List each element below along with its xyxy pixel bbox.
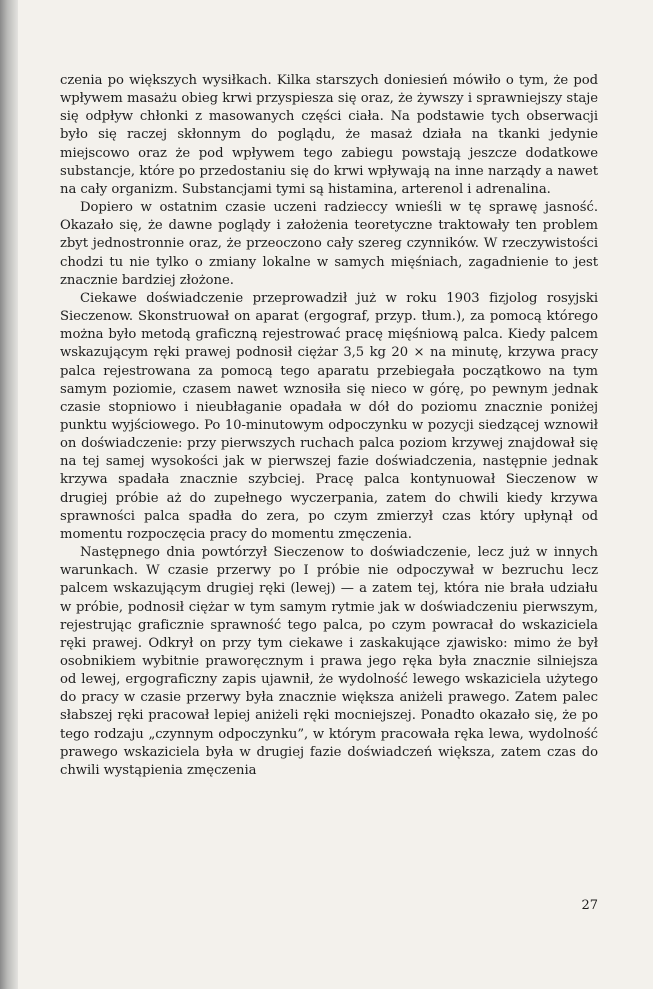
page-body xyxy=(60,72,598,780)
paragraph-3: Ciekawe doświadczenie przeprowadził już w roku 1903 fizjolog rosyjski Sieczenow. Skonstruował on aparat (ergograf, przyp. tłum.), za pomocą którego można było metodą graficzną rejestrować pracę mięśniową palca. Kiedy palcem wskazującym ręki prawej podnosił ciężar 3,5 kg 20 × na minutę, krzywa pracy palca rejestrowana za pomocą tego aparatu przebiegała początkowo na tym samym poziomie, czasem nawet wznosiła się nieco w górę, po pewnym jednak czasie stopniowo i nieubłaganie opadała w dół do poziomu znacznie poniżej punktu wyjściowego. Po 10-minutowym odpoczynku w pozycji siedzącej wznowił on doświadczenie: przy pierwszych ruchach palca poziom krzywej znajdował się na tej samej wysokości jak w pierwszej fazie doświadczenia, następnie jednak krzywa spadała znacznie szybciej. Pracę palca kontynuował Sieczenow w drugiej próbie aż do zupełnego wyczerpania, zatem do chwili kiedy krzywa sprawności palca spadła do zera, po czym zmierzył czas który upłynął od momentu rozpoczęcia pracy do momentu zmęczenia. xyxy=(60,290,598,542)
paragraph-1: czenia po większych wysiłkach. Kilka starszych doniesień mówiło o tym, że pod wpływem masażu obieg krwi przyspiesza się oraz, że żywszy i sprawniejszy staje się odpływ chłonki z masowanych części ciała. Na podstawie tych obserwacji było się raczej skłonnym do poglądu, że masaż działa na tkanki jedynie miejscowo oraz że pod wpływem tego zabiegu powstają jeszcze dodatkowe substancje, które po przedostaniu się do krwi wpływają na inne narządy a nawet na cały organizm. Substancjami tymi są histamina, arterenol i adrenalina. xyxy=(60,73,598,197)
paragraph-2: Dopiero w ostatnim czasie uczeni radzieccy wnieśli w tę sprawę jasność. Okazało się, że dawne poglądy i założenia teoretyczne traktowały ten problem zbyt jednostronnie oraz, że przeoczono cały szereg czynników. W rzeczywistości chodzi tu nie tylko o zmiany lokalne w samych mięśniach, zagadnienie to jest znacznie bardziej złożone. xyxy=(60,200,598,288)
page-number: 27 xyxy=(581,898,598,913)
book-binding-shadow xyxy=(0,0,18,989)
paragraph-4: Następnego dnia powtórzył Sieczenow to doświadczenie, lecz już w innych warunkach. W czasie przerwy po I próbie nie odpoczywał w bezruchu lecz palcem wskazującym drugiej ręki (lewej) — a zatem tej, która nie brała udziału w próbie, podnosił ciężar w tym samym rytmie jak w doświadczeniu pierwszym, rejestrując graficznie sprawność tego palca, po czym powracał do wskaziciela ręki prawej. Odkrył on przy tym ciekawe i zaskakujące zjawisko: mimo że był osobnikiem wybitnie praworęcznym i prawa jego ręka była znacznie silniejsza od lewej, ergograficzny zapis ujawnił, że wydolność lewego wskaziciela użytego do pracy w czasie przerwy była znacznie większa aniżeli prawego. Zatem palec słabszej ręki pracował lepiej aniżeli ręki mocniejszej. Ponadto okazało się, że po tego rodzaju „czynnym odpoczynku”, w którym pracowała ręka lewa, wydolność prawego wskaziciela była w drugiej fazie doświadczeń większa, zatem czas do chwili wystąpienia zmęczenia xyxy=(60,545,598,778)
